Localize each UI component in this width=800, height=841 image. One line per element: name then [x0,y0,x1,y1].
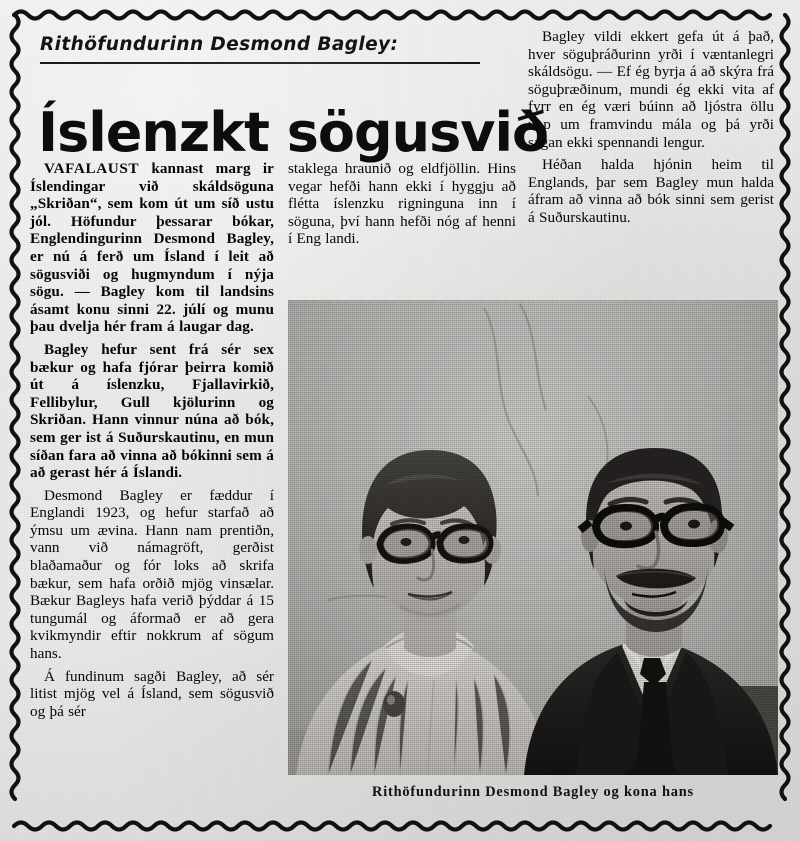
lead-paragraph [30,160,274,336]
paragraph: Héðan halda hjónin heim til Englands, þar sem Bagley mun halda áfram að vinna að bók sinni sem gerist á Suðurskautinu. [528,156,774,226]
lead-paragraph-text: kannast marg ir Íslendingar við skáldsöguna „Skriðan“, sem kom út um síð ustu jól. Höfundur þessarar bókar, Englendingurinn Desmond Bagley, er nú á ferð um Ísland í leit að sögusviði og hugmyndum í nýja sögu. — Bagley kom til landsins ásamt konu sinni 22. júlí og munu þau dvelja hér fram á laugar dag. [30,160,274,336]
paragraph: Bagley vildi ekkert gefa út á það, hver söguþráðurinn yrði í væntanlegri skáldsögu. — Ef ég byrja á að skýra frá söguþræðinum, mundi ég ekki vita af fyrr en ég væri búinn að ljóstra öllu upp um framvindu mála og þá yrði sagan ekki spennandi lengur. [528,28,774,151]
text-column-3 [528,28,774,232]
article-kicker: Rithöfundurinn Desmond Bagley: [40,34,399,55]
paragraph: staklega hraunið og eldfjöllin. Hins vegar hefði hann ekki í hyggju að flétta íslenzku rigninguna inn í söguna, því hann hefði nóg af henni í Eng landi. [288,160,516,248]
photo-caption: Rithöfundurinn Desmond Bagley og kona hans [372,784,694,800]
article-body [30,28,774,819]
paragraph: Desmond Bagley er fæddur í Englandi 1923, og hefur starfað að ýmsu um ævina. Hann nam prentiðn, vann við námagröft, gerðist blaðamaður og fór loks að skrifa bækur, sem hafa orðið mjög vinsælar. Bækur Bagleys hafa verið þýddar á 15 tungumál og áformað er að gera kvikmyndir eftir nokkrum af sögum hans. [30,486,274,663]
drop-lead-word: VAFALAUST [44,160,140,177]
article-photo-figure [288,300,778,800]
paragraph: Bagley hefur sent frá sér sex bækur og hafa fjórar þeirra komið út á íslenzku, Fjallavirkið, Fellibylur, Gull kjölurinn og Skriðan. Hann vinnur núna að bók, sem ger ist á Suðurskautinu, en mun síðan fara að vinna að bókinni sem á að gerast hér á Íslandi. [30,340,274,482]
paragraph: Á fundinum sagði Bagley, að sér litist mjög vel á Ísland, sem sögusvið og þá sér [30,667,274,720]
text-column-2 [288,160,516,253]
kicker-rule [40,62,480,64]
text-column-1 [30,160,274,725]
article-photo [288,300,778,775]
page-title: Íslenzkt sögusvið [38,101,549,165]
